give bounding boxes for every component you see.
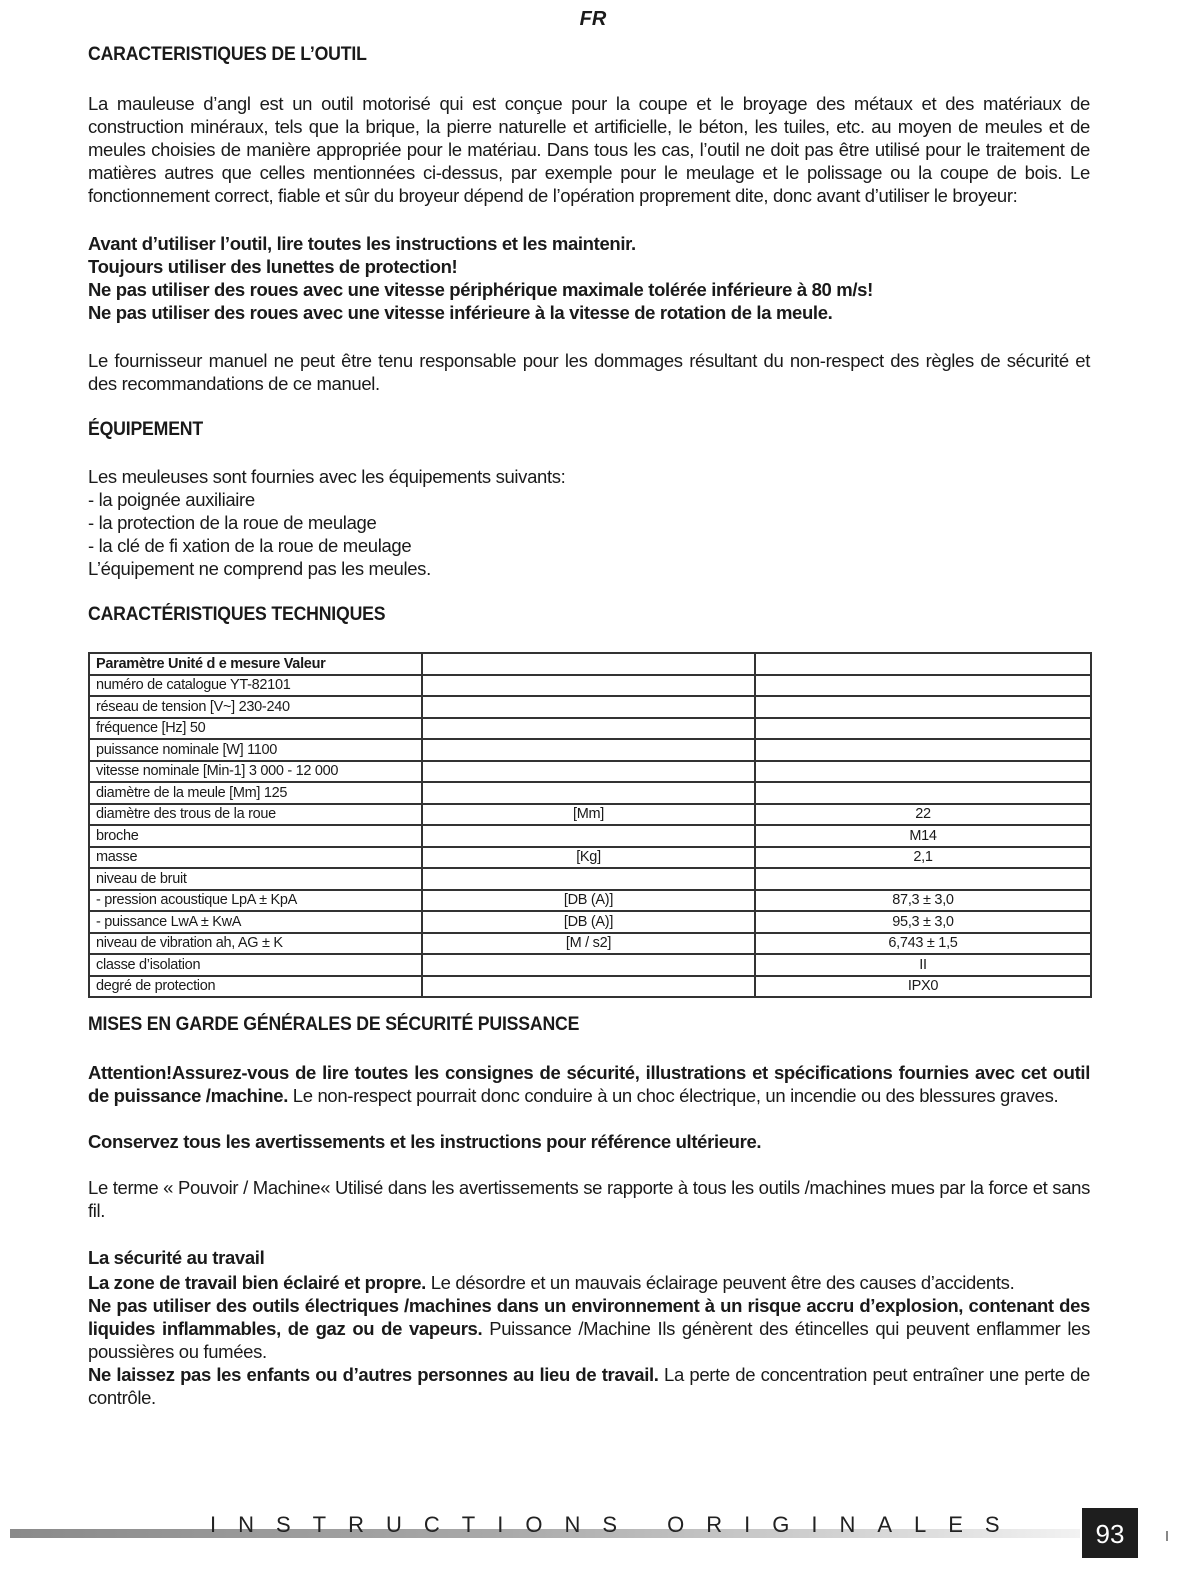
table-cell: classe d’isolation <box>89 954 422 976</box>
attention-bold: Attention!Assurez-vous de lire toutes les consignes de sécurité, illustrations et spécifications fournies avec cet outil de puissance /machine. <box>88 1062 1090 1106</box>
table-row <box>89 696 1091 718</box>
equipment-note: L’équipement ne comprend pas les meules. <box>88 558 431 579</box>
table-cell <box>755 696 1091 718</box>
table-cell <box>422 825 755 847</box>
table-row <box>89 804 1091 826</box>
tool-intro-paragraph: La mauleuse d’angl est un outil motorisé qui est conçue pour la coupe et le broyage des métaux et des matériaux de construction minéraux, tels que la brique, la pierre naturelle et artificielle, le béton, les tuiles, etc. au moyen de meules et de meules choisies de manière appropriée pour le matériau. Dans tous les cas, l’outil ne doit pas être utilisé pour le traitement de matières autres que celles mentionnées ci-dessus, par exemple pour le meulage et le polissage ou la coupe de bois. Le fonctionnement correct, fiable et sûr du broyeur dépend de l’opération proprement dite, donc avant d’utiliser le broyeur: <box>88 93 1090 206</box>
table-cell <box>422 739 755 761</box>
work-safety-title: La sécurité au travail <box>88 1247 265 1268</box>
work-area-paragraph <box>88 1271 1090 1294</box>
table-cell: [DB (A)] <box>422 890 755 912</box>
table-cell: vitesse nominale [Min-1] 3 000 - 12 000 <box>89 761 422 783</box>
explosion-text: Puissance /Machine Ils génèrent des étincelles qui peuvent enflammer les poussières ou fumées. <box>88 1318 1090 1362</box>
spec-table-body <box>89 653 1091 997</box>
page-number: 93 <box>1082 1508 1138 1558</box>
table-cell <box>422 761 755 783</box>
table-header-cell <box>422 653 755 675</box>
table-header-row <box>89 653 1091 675</box>
footer-title: INSTRUCTIONS ORIGINALES <box>210 1512 1022 1537</box>
safety-warnings <box>88 232 1090 324</box>
table-cell: [Kg] <box>422 847 755 869</box>
table-row <box>89 976 1091 998</box>
table-cell <box>755 675 1091 697</box>
warning-line: Ne pas utiliser des roues avec une vitesse inférieure à la vitesse de rotation de la meule. <box>88 302 833 323</box>
table-cell: [Mm] <box>422 804 755 826</box>
table-cell: niveau de vibration ah, AG ± K <box>89 933 422 955</box>
table-row <box>89 890 1091 912</box>
table-row <box>89 675 1091 697</box>
explosion-bold: Ne pas utiliser des outils électriques /machines dans un environnement à un risque accru d’explosion, contenant des liquides inflammables, de gaz ou de vapeurs. <box>88 1295 1090 1339</box>
children-text: La perte de concentration peut entraîner une perte de contrôle. <box>88 1364 1090 1408</box>
table-cell: 6,743 ± 1,5 <box>755 933 1091 955</box>
language-label: FR <box>579 8 607 30</box>
attention-paragraph <box>88 1061 1090 1107</box>
children-bold: Ne laissez pas les enfants ou d’autres personnes au lieu de travail. <box>88 1364 659 1385</box>
table-cell: M14 <box>755 825 1091 847</box>
table-cell: - pression acoustique LpA ± KpA <box>89 890 422 912</box>
table-row <box>89 954 1091 976</box>
table-cell: diamètre des trous de la roue <box>89 804 422 826</box>
table-cell: 2,1 <box>755 847 1091 869</box>
table-cell <box>422 782 755 804</box>
list-item: - la protection de la roue de meulage <box>88 512 377 533</box>
section-title-tool-characteristics: CARACTERISTIQUES DE L’OUTIL <box>88 44 367 65</box>
table-cell: 95,3 ± 3,0 <box>755 911 1091 933</box>
table-cell: II <box>755 954 1091 976</box>
table-cell <box>422 718 755 740</box>
footer-tick <box>1166 1531 1168 1541</box>
table-cell: [DB (A)] <box>422 911 755 933</box>
table-row <box>89 739 1091 761</box>
section-title-equipment: ÉQUIPEMENT <box>88 419 203 440</box>
table-cell: réseau de tension [V~] 230-240 <box>89 696 422 718</box>
table-cell: 87,3 ± 3,0 <box>755 890 1091 912</box>
equipment-list <box>88 465 1090 580</box>
table-row <box>89 825 1091 847</box>
table-header-cell <box>755 653 1091 675</box>
table-cell: 22 <box>755 804 1091 826</box>
table-cell: niveau de bruit <box>89 868 422 890</box>
term-definition: Le terme « Pouvoir / Machine« Utilisé dans les avertissements se rapporte à tous les outils /machines mues par la force et sans fil. <box>88 1177 1090 1221</box>
table-cell <box>755 868 1091 890</box>
table-cell: masse <box>89 847 422 869</box>
table-cell: numéro de catalogue YT-82101 <box>89 675 422 697</box>
attention-text: Le non-respect pourrait donc conduire à un choc électrique, un incendie ou des blessures graves. <box>288 1085 1059 1106</box>
table-cell: broche <box>89 825 422 847</box>
table-cell <box>422 696 755 718</box>
work-area-text: Le désordre et un mauvais éclairage peuvent être des causes d’accidents. <box>425 1272 1015 1293</box>
table-cell <box>755 718 1091 740</box>
explosion-paragraph <box>88 1294 1090 1363</box>
table-row <box>89 868 1091 890</box>
table-cell: IPX0 <box>755 976 1091 998</box>
table-row <box>89 911 1091 933</box>
supplier-disclaimer: Le fournisseur manuel ne peut être tenu responsable pour les dommages résultant du non-respect des règles de sécurité et des recommandations de ce manuel. <box>88 350 1090 394</box>
table-row <box>89 761 1091 783</box>
table-cell: [M / s2] <box>422 933 755 955</box>
table-row <box>89 933 1091 955</box>
document-body <box>88 40 1090 1409</box>
warning-line: Ne pas utiliser des roues avec une vitesse périphérique maximale tolérée inférieure à 80 m/s! <box>88 279 873 300</box>
equipment-intro: Les meuleuses sont fournies avec les équipements suivants: <box>88 466 566 487</box>
list-item: - la poignée auxiliaire <box>88 489 255 510</box>
table-header-cell: Paramètre Unité d e mesure Valeur <box>89 653 422 675</box>
table-cell: puissance nominale [W] 1100 <box>89 739 422 761</box>
table-cell <box>755 782 1091 804</box>
table-row <box>89 782 1091 804</box>
warning-line: Toujours utiliser des lunettes de protection! <box>88 256 458 277</box>
table-cell <box>422 868 755 890</box>
table-cell <box>422 976 755 998</box>
table-cell: diamètre de la meule [Mm] 125 <box>89 782 422 804</box>
table-row <box>89 718 1091 740</box>
table-cell <box>422 954 755 976</box>
table-cell <box>422 675 755 697</box>
section-title-safety: MISES EN GARDE GÉNÉRALES DE SÉCURITÉ PUISSANCE <box>88 1014 580 1035</box>
work-area-bold: La zone de travail bien éclairé et propre. <box>88 1272 426 1293</box>
table-cell <box>755 761 1091 783</box>
table-cell: - puissance LwA ± KwA <box>89 911 422 933</box>
section-title-technical: CARACTÉRISTIQUES TECHNIQUES <box>88 604 386 625</box>
list-item: - la clé de fi xation de la roue de meulage <box>88 535 412 556</box>
warning-line: Avant d’utiliser l’outil, lire toutes les instructions et les maintenir. <box>88 233 636 254</box>
table-cell: degré de protection <box>89 976 422 998</box>
table-cell <box>755 739 1091 761</box>
technical-spec-table <box>88 652 1092 998</box>
table-row <box>89 847 1091 869</box>
table-cell: fréquence [Hz] 50 <box>89 718 422 740</box>
keep-instructions: Conservez tous les avertissements et les instructions pour référence ultérieure. <box>88 1131 762 1152</box>
children-paragraph <box>88 1363 1090 1409</box>
